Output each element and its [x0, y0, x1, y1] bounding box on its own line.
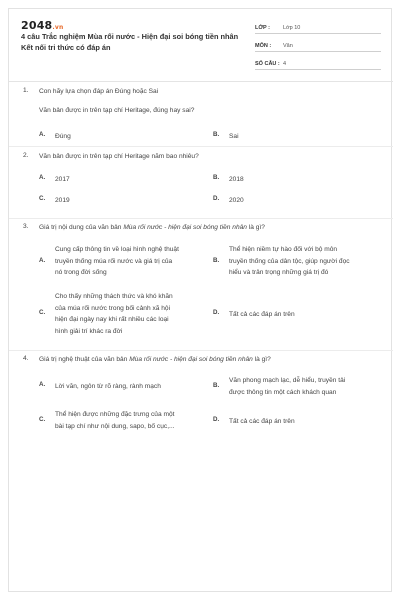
option-b[interactable]: B. Thể hiện niềm tự hào đối với bộ môn truyền thống của dân tộc, giúp người đọc hiểu và trân trọng những giá trị đó	[213, 246, 350, 276]
option-a[interactable]: A. Cung cấp thông tin về loại hình nghệ thuật truyền thống múa rối nước và giá trị của nó trong đời sống	[39, 246, 179, 276]
question-number: 4.	[23, 355, 29, 362]
option-d[interactable]: D. Tất cả các đáp án trên	[213, 416, 295, 425]
option-b[interactable]: B. Văn phong mạch lạc, dễ hiểu, truyền tải được thông tin một cách khách quan	[213, 377, 346, 396]
meta-count-value: 4	[283, 61, 287, 67]
test-title: 4 câu Trắc nghiệm Mùa rối nước - Hiện đại soi bóng tiền nhân Kết nối tri thức có đáp án	[21, 32, 239, 52]
test-meta	[255, 19, 381, 73]
meta-class-label: LỚP :	[255, 25, 270, 31]
question-number: 2.	[23, 152, 29, 159]
site-logo[interactable]: 2048.vn	[21, 19, 64, 32]
option-d[interactable]: D. Tất cả các đáp án trên	[213, 309, 295, 318]
meta-count-label: SỐ CÂU :	[255, 61, 280, 67]
question-text: Văn bản được in trên tạp chí Heritage năm bao nhiêu?	[39, 153, 199, 160]
question-prompt: Văn bản được in trên tạp chí Heritage, đúng hay sai?	[39, 107, 195, 114]
question-divider	[9, 218, 393, 219]
meta-count-row	[255, 55, 381, 70]
meta-subject-value: Văn	[283, 43, 293, 49]
header-divider	[9, 81, 393, 82]
meta-class-row	[255, 19, 381, 34]
question-text: Giá trị nội dung của văn bản Mùa rối nước - hiện đại soi bóng tiền nhân là gì?	[39, 224, 265, 231]
question-divider	[9, 350, 393, 351]
question-text: Con hãy lựa chọn đáp án Đúng hoặc Sai	[39, 88, 159, 95]
worksheet-header	[9, 9, 393, 81]
question-number: 3.	[23, 223, 29, 230]
meta-subject-label: MÔN :	[255, 43, 272, 49]
question-divider	[9, 146, 393, 147]
worksheet-page: 2048.vn 4 câu Trắc nghiệm Mùa rối nước - Hiện đại soi bóng tiền nhân Kết nối tri thức có đáp án LỚP : Lớp 10 MÔN : Văn SỐ CÂU : 4 1. Con hãy lựa chọn đáp án Đúng hoặc Sai Văn bản được in trên tạp chí Heritage, đúng hay sai? A. Đúng B. Sai 2. Văn bản được in trên tạp chí Heritage năm bao nhiêu? A. 2017 B. 2018 C. 2019 D. 2020 3. Giá trị nội dung của văn bản Mùa rối nước - hiện đại soi bóng tiền nhân là gì? A. Cung cấp thông tin về loại hình nghệ thuật truyền thống múa rối nước và giá trị của nó trong đời sống B. Thể hiện niềm tự hào đối với bộ môn truyền thống của dân tộc, giúp người đọc hiểu và trân trọng những giá trị đó C. Cho thấy những thách thức và khó khăn của múa rối nước trong bối cảnh xã hội hiện đại ngày nay khi rất nhiều các loại hình giải trí khác ra đời D. Tất cả các đáp án trên 4. Giá trị nghệ thuật của văn bản Mùa rối nước - hiện đại soi bóng tiền nhân là gì? A. Lời văn, ngôn từ rõ ràng, rành mạch B. Văn phong mạch lạc, dễ hiểu, truyền tải được thông tin một cách khách quan C. Thể hiện được những đặc trưng của một bài tạp chí như nội dung, sapo, bố cục,... D. Tất cả các đáp án trên	[8, 8, 392, 592]
question-number: 1.	[23, 87, 29, 94]
meta-subject-row	[255, 37, 381, 52]
option-a[interactable]: A. Lời văn, ngôn từ rõ ràng, rành mạch	[39, 381, 161, 390]
question-text: Giá trị nghệ thuật của văn bản Mùa rối nước - hiện đại soi bóng tiền nhân là gì?	[39, 356, 271, 363]
option-c[interactable]: C. Thể hiện được những đặc trưng của một bài tạp chí như nội dung, sapo, bố cục,...	[39, 411, 175, 430]
meta-class-value: Lớp 10	[283, 25, 301, 31]
option-c[interactable]: C. Cho thấy những thách thức và khó khăn của múa rối nước trong bối cảnh xã hội hiện đại ngày nay khi rất nhiều các loại hình giải trí khác ra đời	[39, 293, 173, 335]
